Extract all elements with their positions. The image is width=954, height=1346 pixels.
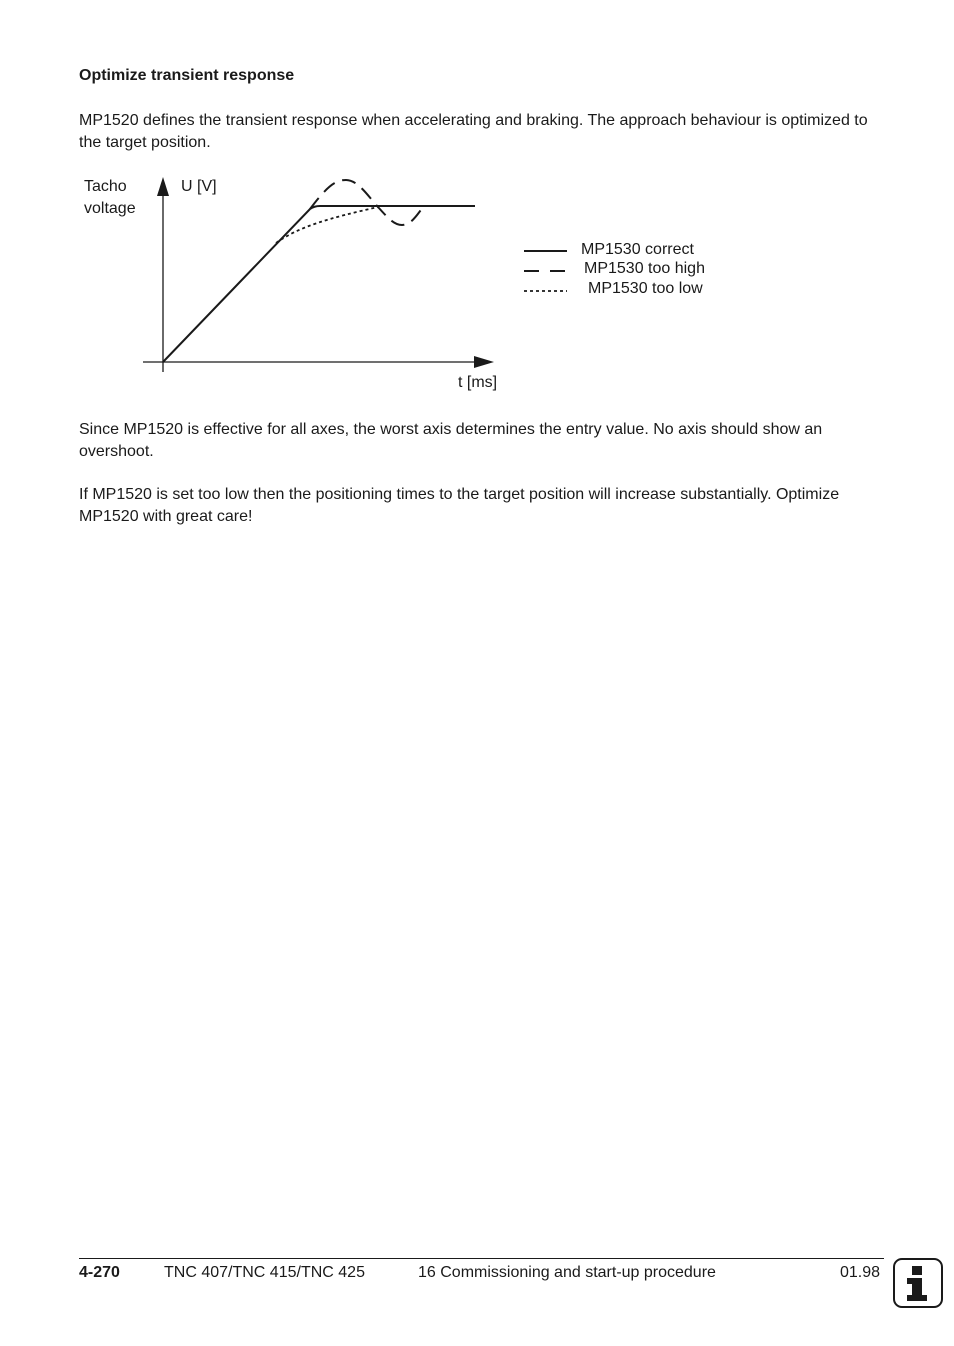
- curve-too-low: [276, 207, 378, 243]
- footer-rule: [79, 1258, 884, 1259]
- x-axis-unit: t [ms]: [458, 374, 498, 391]
- legend-label-too-high: MP1530 too high: [584, 260, 705, 277]
- y-axis-unit: U [V]: [181, 178, 217, 195]
- footer-page-number: 4-270: [79, 1264, 120, 1281]
- info-icon: [893, 1258, 943, 1308]
- legend-label-too-low: MP1530 too low: [588, 280, 703, 297]
- section-heading: Optimize transient response: [79, 67, 295, 84]
- y-axis-arrow: [157, 177, 169, 196]
- y-axis-label-tacho: Tacho: [84, 178, 127, 195]
- footer-chapter: 16 Commissioning and start-up procedure: [418, 1264, 716, 1281]
- legend-label-correct: MP1530 correct: [581, 241, 694, 258]
- info-glyph: [895, 1260, 941, 1306]
- intro-paragraph: MP1520 defines the transient response when accelerating and braking. The approach behaviour is optimized to the target position.: [79, 112, 868, 151]
- curve-correct: [163, 206, 475, 362]
- footer-model: TNC 407/TNC 415/TNC 425: [164, 1264, 365, 1281]
- x-axis-arrow: [474, 356, 494, 368]
- curve-too-high: [310, 180, 424, 225]
- axes-paragraph: Since MP1520 is effective for all axes, the worst axis determines the entry value. No axis should show an overshoot.: [79, 421, 823, 460]
- y-axis-label-voltage: voltage: [84, 200, 136, 217]
- warning-paragraph: If MP1520 is set too low then the positioning times to the target position will increase substantially. Optimize MP1520 with great care!: [79, 486, 840, 525]
- diagram-svg: [0, 0, 954, 420]
- footer-date: 01.98: [840, 1264, 881, 1281]
